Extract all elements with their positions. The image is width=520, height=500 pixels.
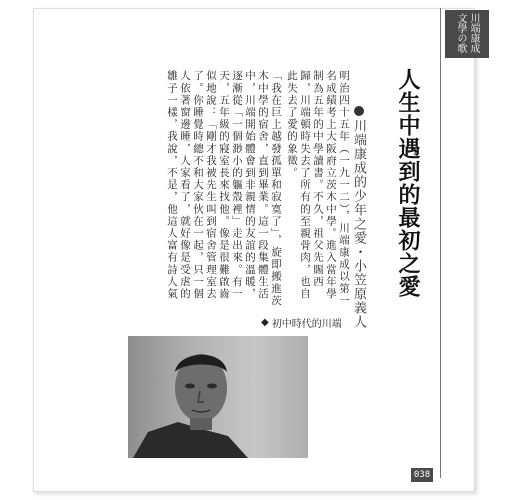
figure-caption: 初中時代的川端 bbox=[271, 319, 342, 330]
subtitle: 川端康成的少年之愛・小笠原義人 bbox=[351, 119, 366, 329]
figure-caption-group bbox=[261, 315, 342, 330]
bullet-icon bbox=[354, 106, 364, 116]
page-number-box bbox=[411, 468, 433, 482]
diamond-icon: ◆ bbox=[261, 317, 269, 328]
series-title-line2: 文學の歌 bbox=[455, 13, 466, 53]
paragraph: 「我在巨上越發孤單和寂寞了」，旋即搬進茨木中學的宿舍，直到畢業。這一段集體生活中，川端開始體會到非親情的友誼的溫暖，逐漸從「一個渺小的軀殼裡」走出來。有一天，五年級的寢室長來找他。像是很難啟齒似地說：「剛才我被先生叫到宿舍管理室去了。你睡覺時總不和大家伙在一起，只一個人依著窗邊睡，人家看了，就好像是受虐的雛子一樣，我說，不是，他這人富有詩人氣 bbox=[166, 70, 282, 307]
series-title-box bbox=[445, 10, 489, 58]
page-number: 038 bbox=[413, 470, 431, 480]
subtitle-group bbox=[351, 106, 366, 329]
portrait-photo bbox=[128, 336, 308, 458]
series-title-line1: 川端康成 bbox=[468, 13, 479, 53]
portrait-illustration bbox=[128, 336, 308, 458]
vertical-rule bbox=[440, 8, 441, 478]
paragraph: 明治四十五年（一九一二），川端康成以第一名成績考上大阪府立茨木中學。進入當年學制為五年的中學讀書。不久，祖父先賜西歸，川端頓時失去了所有的至親骨肉，也自此失去了愛的象徵。 bbox=[286, 70, 350, 307]
page-title: 人生中遇到的最初之愛 bbox=[395, 68, 421, 298]
body-text bbox=[165, 70, 350, 310]
